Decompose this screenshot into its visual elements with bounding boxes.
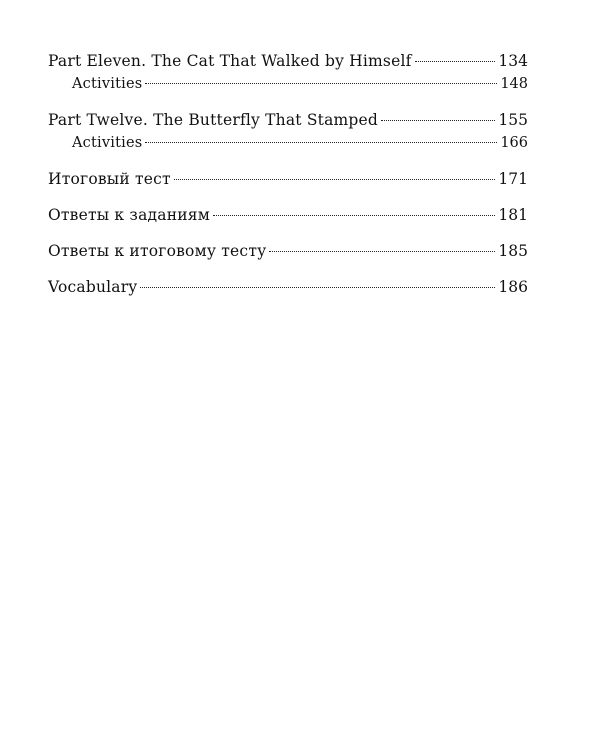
toc-entry-title: Activities	[72, 76, 143, 92]
toc-entry-answers-to-tasks	[48, 204, 528, 227]
toc-entry-title: Ответы к итоговому тесту	[48, 242, 267, 260]
toc-entry-title: Vocabulary	[48, 278, 138, 296]
toc-entry-page-number: 148	[500, 76, 528, 92]
toc-entry-page-number: 166	[500, 135, 528, 151]
dot-leader	[381, 120, 495, 121]
toc-entry-page-number: 181	[498, 206, 528, 224]
dot-leader	[140, 287, 495, 288]
toc-entry-title: Ответы к заданиям	[48, 206, 211, 224]
toc-entry-vocabulary	[48, 276, 528, 299]
dot-leader	[269, 251, 495, 252]
toc-entry-part-twelve	[48, 109, 528, 132]
toc-entry-page-number: 134	[498, 52, 528, 70]
toc-entry-title: Part Twelve. The Butterfly That Stamped	[48, 111, 379, 129]
toc-entry-part-eleven-activities	[48, 73, 528, 96]
toc-entry-part-twelve-activities	[48, 132, 528, 155]
toc-entry-page-number: 171	[498, 170, 528, 188]
toc-entry-title: Итоговый тест	[48, 170, 171, 188]
toc-entry-final-test	[48, 168, 528, 191]
dot-leader	[145, 83, 497, 84]
toc-entry-page-number: 185	[498, 242, 528, 260]
dot-leader	[213, 215, 495, 216]
dot-leader	[415, 61, 496, 62]
toc-entry-page-number: 155	[498, 111, 528, 129]
toc-entry-page-number: 186	[498, 278, 528, 296]
toc-entry-title: Part Eleven. The Cat That Walked by Himself	[48, 52, 412, 70]
toc-entry-answers-to-final-test	[48, 240, 528, 263]
dot-leader	[174, 179, 496, 180]
toc-entry-part-eleven	[48, 50, 528, 73]
dot-leader	[145, 142, 497, 143]
table-of-contents	[48, 50, 528, 299]
toc-entry-title: Activities	[72, 135, 143, 151]
